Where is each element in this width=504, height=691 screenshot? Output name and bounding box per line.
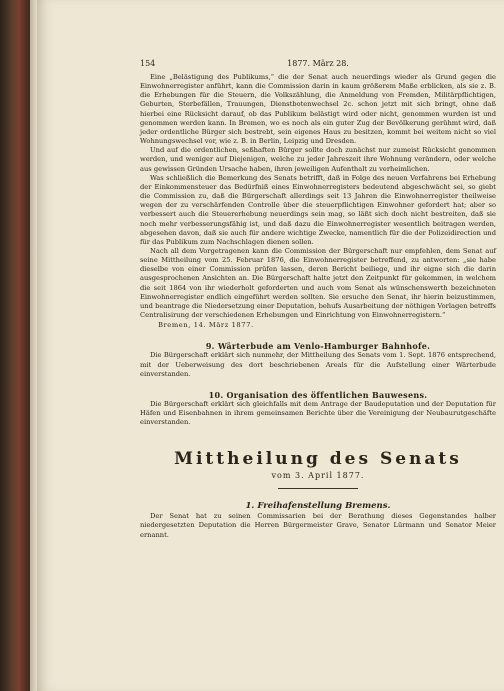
announcement-date: vom 3. April 1877. <box>271 471 365 481</box>
header-date: 1877. März 28. <box>287 59 349 68</box>
paragraph: Eine „Belästigung des Publikums,“ die der Senat auch neuerdings wieder als Grund gegen die Einwohnerregister anführt, kann die Commission darin in kaum größerem Maße erblicken, als sie z. B. die Erhebungen für die Steuern, die Volkszählung, die Anmeldung von Fremden, Militärpflichtigen, Geburten, Sterbefällen, Trauungen, Dienstbotenwechsel 2c. schon jetzt mit sich bringt, ohne daß hierbei eine Rücksicht darauf, ob das Publikum belästigt wird oder nicht, genommen wurden ist und genommen werden kann. In Bremen, wo es noch als ein guter Zug der Bevölkerung gerühmt wird, daß jeder ordentliche Bürger sich bestrebt, sein eigenes Haus zu besitzen, kommt bei weitem nicht so viel Wohnungswechsel vor, wie z. B. in Berlin, Leipzig und Dresden. <box>140 73 496 146</box>
paragraph: Die Bürgerschaft erklärt sich gleichfalls mit dem Antrage der Baudeputation und der Deputation für Häfen und Eisenbahnen in ihrem gemeinsamen Berichte über die Vereinigung der Neubaurutgeschäfte einverstanden. <box>140 399 496 427</box>
page-text <box>140 73 496 540</box>
divider <box>278 488 358 489</box>
paragraph: Die Bürgerschaft erklärt sich nunmehr, der Mittheilung des Senats vom 1. Sept. 1876 entsprechend, mit der Ueberweisung des dort beschriebenen Areals für die Aufstellung einer Wärterbude einverstanden. <box>140 351 496 378</box>
announcement-title: Mittheilung des Senats <box>174 449 462 470</box>
section-heading: 1. Freihafenstellung Bremens. <box>245 501 391 512</box>
section-heading: 9. Wärterbude am Venlo-Hamburger Bahnhofe. <box>205 341 431 352</box>
page-number: 154 <box>140 59 156 68</box>
paragraph: Und auf die ordentlichen, seßhaften Bürger sollte doch zunächst nur zumeist Rücksicht genommen werden, und weniger auf Diejenigen, welche zu jeder Jahreszeit ihre Wohnung verändern, oder welche aus gewissen Gründen Ursache haben, ihren jeweiligen Aufenthalt zu verheimlichen. <box>140 146 496 173</box>
section-heading: 10. Organisation des öffentlichen Bauwesens. <box>208 389 428 400</box>
paragraph: Was schließlich die Bemerkung des Senats betrifft, daß in Folge des neuen Verfahrens bei Erhebung der Einkommensteuer das Bedürfniß eines Einwohnerregisters bedeutend abgeschwächt sei, so giebt die Commission zu, daß die Bürgerschaft allerdings seit 13 Jahren die Einwohnerregister theilweise wegen der zu verschärfenden Controlle über die steuerpflichtigen Einwohner gefordert hat; aber so verbessert auch die Steuererhebung neuerdings sein mag, so läßt sich doch nicht bestreiten, daß sie noch mehr verbesserungsfähig ist, und daß dazu die Einwohnerregister wesentlich beitragen werden, abgesehen davon, daß sie auch für andere wichtige Zwecke, namentlich für die der Polizeidirection und für das Publikum zum Nachschlagen dienen sollen. <box>140 173 496 246</box>
paragraph: Nach all dem Vorgetragenen kann die Commission der Bürgerschaft nur empfehlen, dem Senat auf seine Mittheilung vom 25. Februar 1876, die Einwohnerregister betreffend, zu antworten: „sie habe dieselbe von einer Commission prüfen lassen, deren Bericht beiliege, und ihr eigne sich die darin ausgesprochenen Ansichten an. Die Bürgerschaft halte jetzt den Zeitpunkt für gekommen, in welchem die seit 1864 von ihr wiederholt geforderten und auch vom Senat als wünschenswerth bezeichneten Einwohnerregister endlich eingeführt werden sollten. Sie ersuche den Senat, ihr hierin beizustimmen, und beantrage die Niedersetzung einer Deputation, behufs Ausarbeitung der nöthigen Vorlagen betreffs Centralisirung der verschiedenen Erhebungen und Einrichtung von Einwohnerregistern.“ <box>140 246 496 320</box>
signature-line: Bremen, 14. März 1877. <box>158 321 254 330</box>
paragraph: Der Senat hat zu seinen Commissarien bei der Berathung dieses Gegenstandes halber niedergesetzten Deputation die Herren Bürgermeister Grave, Senator Lürmann und Senator Meier ernannt. <box>140 512 496 539</box>
book-binding <box>0 0 34 691</box>
page-header <box>140 59 496 69</box>
